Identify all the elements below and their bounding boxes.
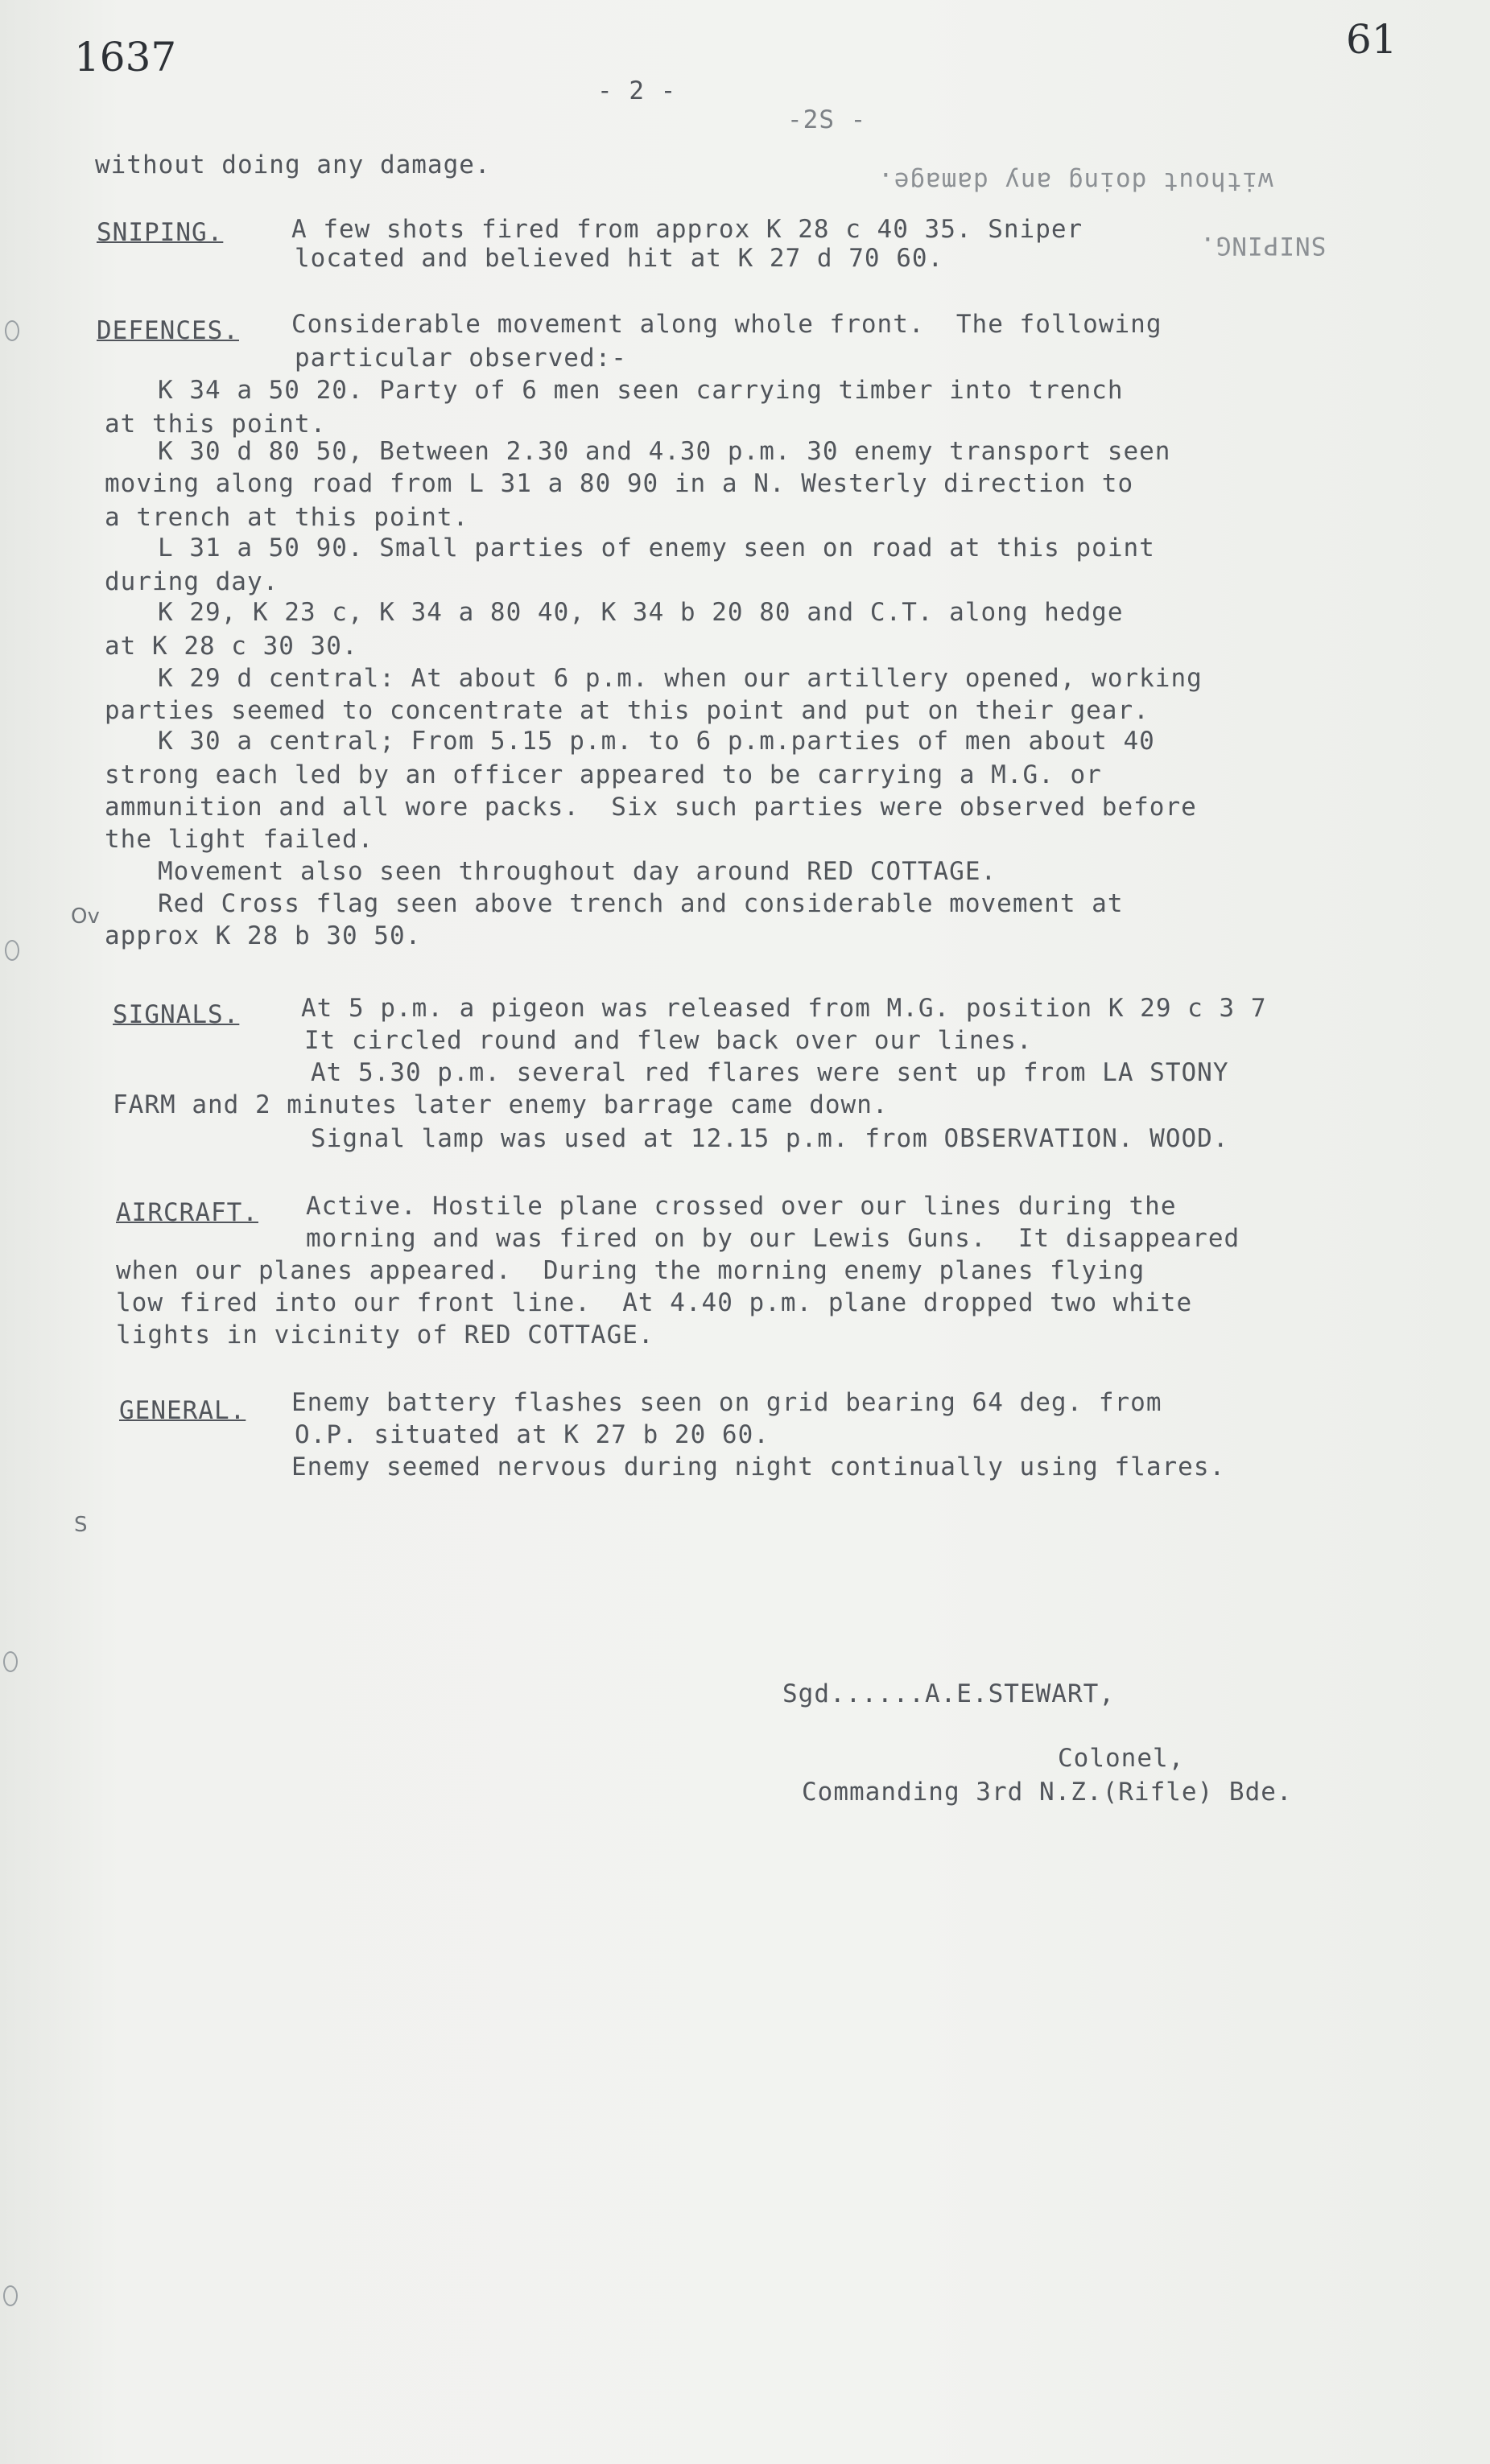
defences-line: K 29, K 23 c, K 34 a 80 40, K 34 b 20 80 and C.T. along hedge [158, 598, 1124, 627]
signature-line: Sgd......A.E.STEWART, [782, 1679, 1115, 1708]
sniping-line: located and believed hit at K 27 d 70 60. [295, 244, 944, 273]
defences-line: approx K 28 b 30 50. [105, 921, 422, 950]
continuation-line: without doing any damage. [95, 150, 491, 179]
aircraft-line: low fired into our front line. At 4.40 p.m. plane dropped two white [116, 1288, 1193, 1317]
signature-role: Commanding 3rd N.Z.(Rifle) Bde. [802, 1778, 1293, 1807]
signals-line: At 5 p.m. a pigeon was released from M.G. position K 29 c 3 7 [301, 994, 1267, 1023]
signals-line: It circled round and flew back over our lines. [304, 1026, 1033, 1055]
defences-line: strong each led by an officer appeared to be carrying a M.G. or [105, 760, 1102, 789]
defences-line: K 30 d 80 50, Between 2.30 and 4.30 p.m. 30 enemy transport seen [158, 437, 1171, 466]
aircraft-line: morning and was fired on by our Lewis Guns. It disappeared [306, 1224, 1240, 1253]
defences-line: during day. [105, 567, 279, 596]
general-line: Enemy seemed nervous during night continually using flares. [291, 1452, 1226, 1481]
file-number: 1637 [74, 34, 177, 80]
punch-hole [5, 320, 19, 341]
defences-line: at K 28 c 30 30. [105, 632, 358, 661]
mirror-bleed-line: without doing any damage. [877, 167, 1273, 196]
section-heading-signals: SIGNALS. [113, 1000, 240, 1029]
signature-rank: Colonel, [1058, 1744, 1185, 1773]
defences-line: a trench at this point. [105, 503, 469, 532]
section-heading-sniping: SNIPING. [97, 218, 224, 247]
defences-line: ammunition and all wore packs. Six such parties were observed before [105, 793, 1197, 822]
general-line: O.P. situated at K 27 b 20 60. [295, 1420, 770, 1449]
signals-line: Signal lamp was used at 12.15 p.m. from OBSERVATION. WOOD. [311, 1124, 1229, 1153]
signals-line: At 5.30 p.m. several red flares were sent up from LA STONY [311, 1058, 1229, 1087]
punch-hole [3, 2285, 18, 2306]
section-heading-aircraft: AIRCRAFT. [116, 1198, 258, 1227]
signals-line: FARM and 2 minutes later enemy barrage came down. [113, 1090, 889, 1119]
defences-line: K 34 a 50 20. Party of 6 men seen carrying timber into trench [158, 376, 1124, 405]
defences-line: K 30 a central; From 5.15 p.m. to 6 p.m.parties of men about 40 [158, 727, 1155, 756]
defences-line: at this point. [105, 410, 327, 439]
mirror-sniping: SNIPING. [1199, 231, 1327, 260]
sniping-line: A few shots fired from approx K 28 c 40 35. Sniper [291, 215, 1083, 244]
defences-line: moving along road from L 31 a 80 90 in a N. Westerly direction to [105, 469, 1134, 498]
defences-line: Considerable movement along whole front. The following [291, 310, 1162, 339]
defences-line: parties seemed to concentrate at this point and put on their gear. [105, 696, 1149, 725]
defences-line: Movement also seen throughout day around RED COTTAGE. [158, 857, 997, 886]
punch-hole [3, 1651, 18, 1672]
section-heading-general: GENERAL. [119, 1396, 246, 1425]
section-heading-defences: DEFENCES. [97, 316, 239, 345]
punch-hole [5, 940, 19, 961]
margin-mark: Ov [71, 904, 100, 929]
mirror-page-number: -2S - [787, 105, 867, 134]
defences-line: Red Cross flag seen above trench and considerable movement at [158, 889, 1124, 918]
defences-line: particular observed:- [295, 344, 627, 373]
margin-mark: S [74, 1513, 88, 1537]
page-number: 61 [1346, 16, 1397, 63]
aircraft-line: when our planes appeared. During the morning enemy planes flying [116, 1256, 1145, 1285]
typed-page-number: - 2 - [597, 76, 677, 105]
defences-line: the light failed. [105, 825, 374, 854]
defences-line: K 29 d central: At about 6 p.m. when our artillery opened, working [158, 664, 1203, 693]
general-line: Enemy battery flashes seen on grid bearing 64 deg. from [291, 1388, 1162, 1417]
aircraft-line: lights in vicinity of RED COTTAGE. [116, 1321, 654, 1349]
aircraft-line: Active. Hostile plane crossed over our lines during the [306, 1192, 1177, 1221]
defences-line: L 31 a 50 90. Small parties of enemy seen on road at this point [158, 534, 1155, 562]
